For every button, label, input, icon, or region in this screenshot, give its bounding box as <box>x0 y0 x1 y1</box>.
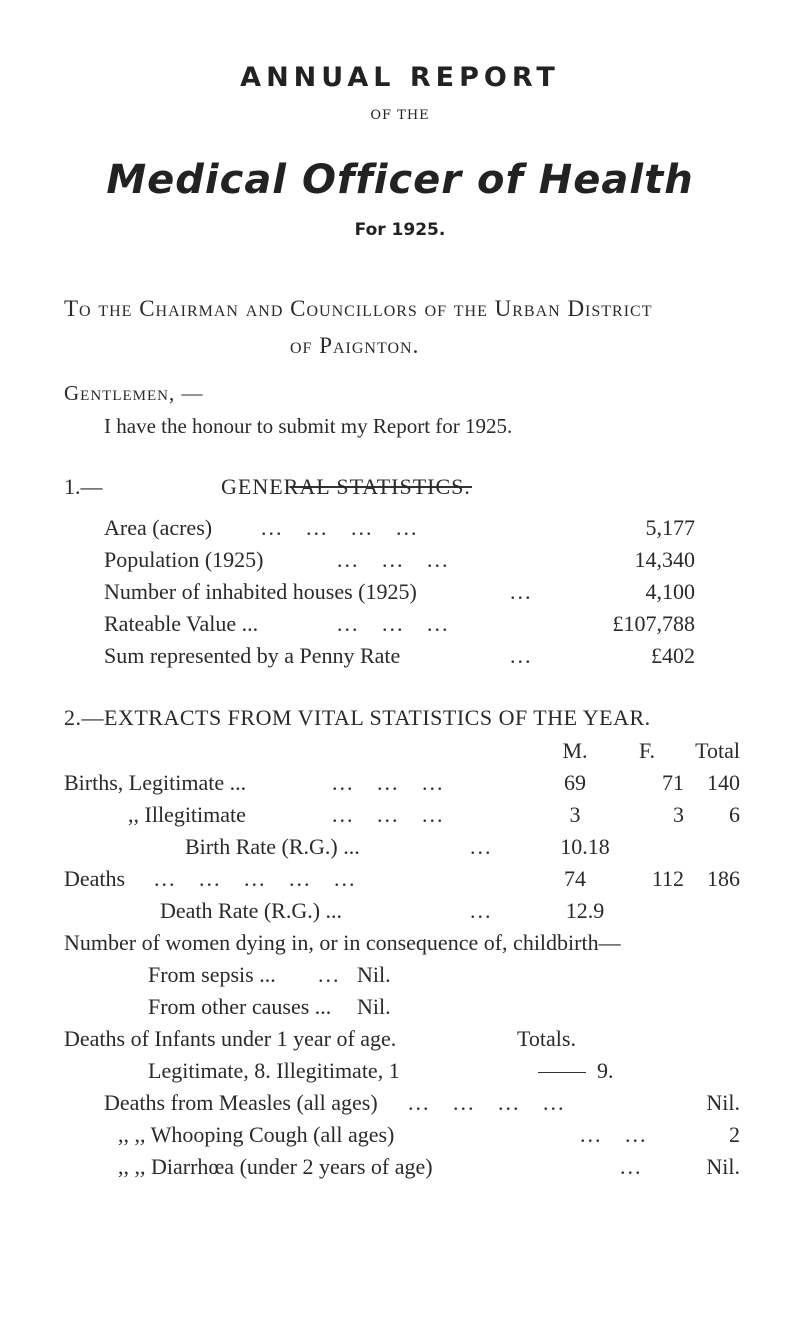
whooping-cough-label: ,, ,, Whooping Cough (all ages) <box>118 1122 395 1147</box>
address-line-2: of Paignton. <box>290 333 420 358</box>
infants-line: Deaths of Infants under 1 year of age. <box>64 1026 397 1051</box>
intro-line: I have the honour to submit my Report for 1925. <box>104 414 513 438</box>
report-year: For 1925. <box>354 220 446 240</box>
deaths-total: 186 <box>707 866 740 891</box>
population-value: 14,340 <box>634 547 695 572</box>
leader-dots: ... <box>470 898 493 923</box>
population-label: Population (1925) <box>104 547 264 572</box>
diarrhoea-value: Nil. <box>706 1154 740 1179</box>
leader-dots: ... <box>620 1154 643 1179</box>
births-illegitimate-m: 3 <box>569 802 581 827</box>
other-causes-value: Nil. <box>357 994 391 1019</box>
general-heading-number: 1.— <box>64 474 103 499</box>
births-illegitimate-total: 6 <box>729 802 740 827</box>
births-legitimate-label: Births, Legitimate ... <box>64 770 247 795</box>
penny-rate-label: Sum represented by a Penny Rate <box>104 643 401 668</box>
deaths-f: 112 <box>651 866 684 891</box>
births-legitimate-f: 71 <box>662 770 684 795</box>
other-causes-label: From other causes ... <box>148 994 332 1019</box>
births-legitimate-total: 140 <box>707 770 740 795</box>
sepsis-value: Nil. <box>357 962 391 987</box>
leader-dots: ... ... ... ... ... <box>154 866 357 891</box>
birth-rate-label: Birth Rate (R.G.) ... <box>185 834 360 859</box>
deaths-m: 74 <box>564 866 586 891</box>
col-header-f: F. <box>639 738 655 763</box>
infants-detail: Legitimate, 8. Illegitimate, 1 <box>148 1058 400 1083</box>
leader-dots: ... <box>318 962 341 987</box>
leader-dots: ... ... ... <box>337 547 450 572</box>
leader-dots: ... ... ... <box>332 770 445 795</box>
leader-dots: ... ... ... <box>332 802 445 827</box>
death-rate-label: Death Rate (R.G.) ... <box>160 898 343 923</box>
report-main-heading: Medical Officer of Health <box>106 157 694 203</box>
whooping-cough-value: 2 <box>729 1122 740 1147</box>
leader-dots: ... <box>470 834 493 859</box>
birth-rate-value: 10.18 <box>560 834 610 859</box>
address-line-1: To the Chairman and Councillors of the Urban District <box>64 296 653 321</box>
rateable-value: £107,788 <box>612 611 695 636</box>
births-illegitimate-label: ,, Illegitimate <box>128 802 246 827</box>
childbirth-line: Number of women dying in, or in consequence of, childbirth— <box>64 930 621 955</box>
report-subtitle-of-the: OF THE <box>370 108 430 123</box>
death-rate-value: 12.9 <box>565 898 605 923</box>
col-header-total: Total <box>695 738 740 763</box>
general-heading: GENERAL STATISTICS. <box>221 474 471 499</box>
penny-rate-value: £402 <box>651 643 695 668</box>
measles-value: Nil. <box>706 1090 740 1115</box>
infants-total-value: 9. <box>597 1058 614 1083</box>
leader-dots: ... ... ... <box>337 611 450 636</box>
report-title: ANNUAL REPORT <box>240 62 560 93</box>
col-header-m: M. <box>562 738 588 763</box>
sepsis-label: From sepsis ... <box>148 962 276 987</box>
diarrhoea-label: ,, ,, Diarrhœa (under 2 years of age) <box>118 1154 433 1179</box>
deaths-label: Deaths <box>64 866 126 891</box>
infants-totals-label: Totals. <box>517 1026 576 1051</box>
area-label: Area (acres) <box>104 515 213 540</box>
leader-dots: ... ... ... ... <box>261 515 419 540</box>
infants-dash <box>538 1072 586 1073</box>
births-illegitimate-f: 3 <box>673 802 684 827</box>
leader-dots: ... <box>510 643 533 668</box>
births-legitimate-m: 69 <box>564 770 586 795</box>
salutation: Gentlemen, — <box>64 381 204 405</box>
area-value: 5,177 <box>645 515 695 540</box>
houses-label: Number of inhabited houses (1925) <box>104 579 417 604</box>
leader-dots: ... ... ... ... <box>408 1090 566 1115</box>
leader-dots: ... ... <box>580 1122 648 1147</box>
rateable-label: Rateable Value ... <box>104 611 259 636</box>
vital-heading: 2.—EXTRACTS FROM VITAL STATISTICS OF THE YEAR. <box>64 705 651 730</box>
houses-value: 4,100 <box>645 579 695 604</box>
measles-label: Deaths from Measles (all ages) <box>104 1090 378 1115</box>
leader-dots: ... <box>510 579 533 604</box>
